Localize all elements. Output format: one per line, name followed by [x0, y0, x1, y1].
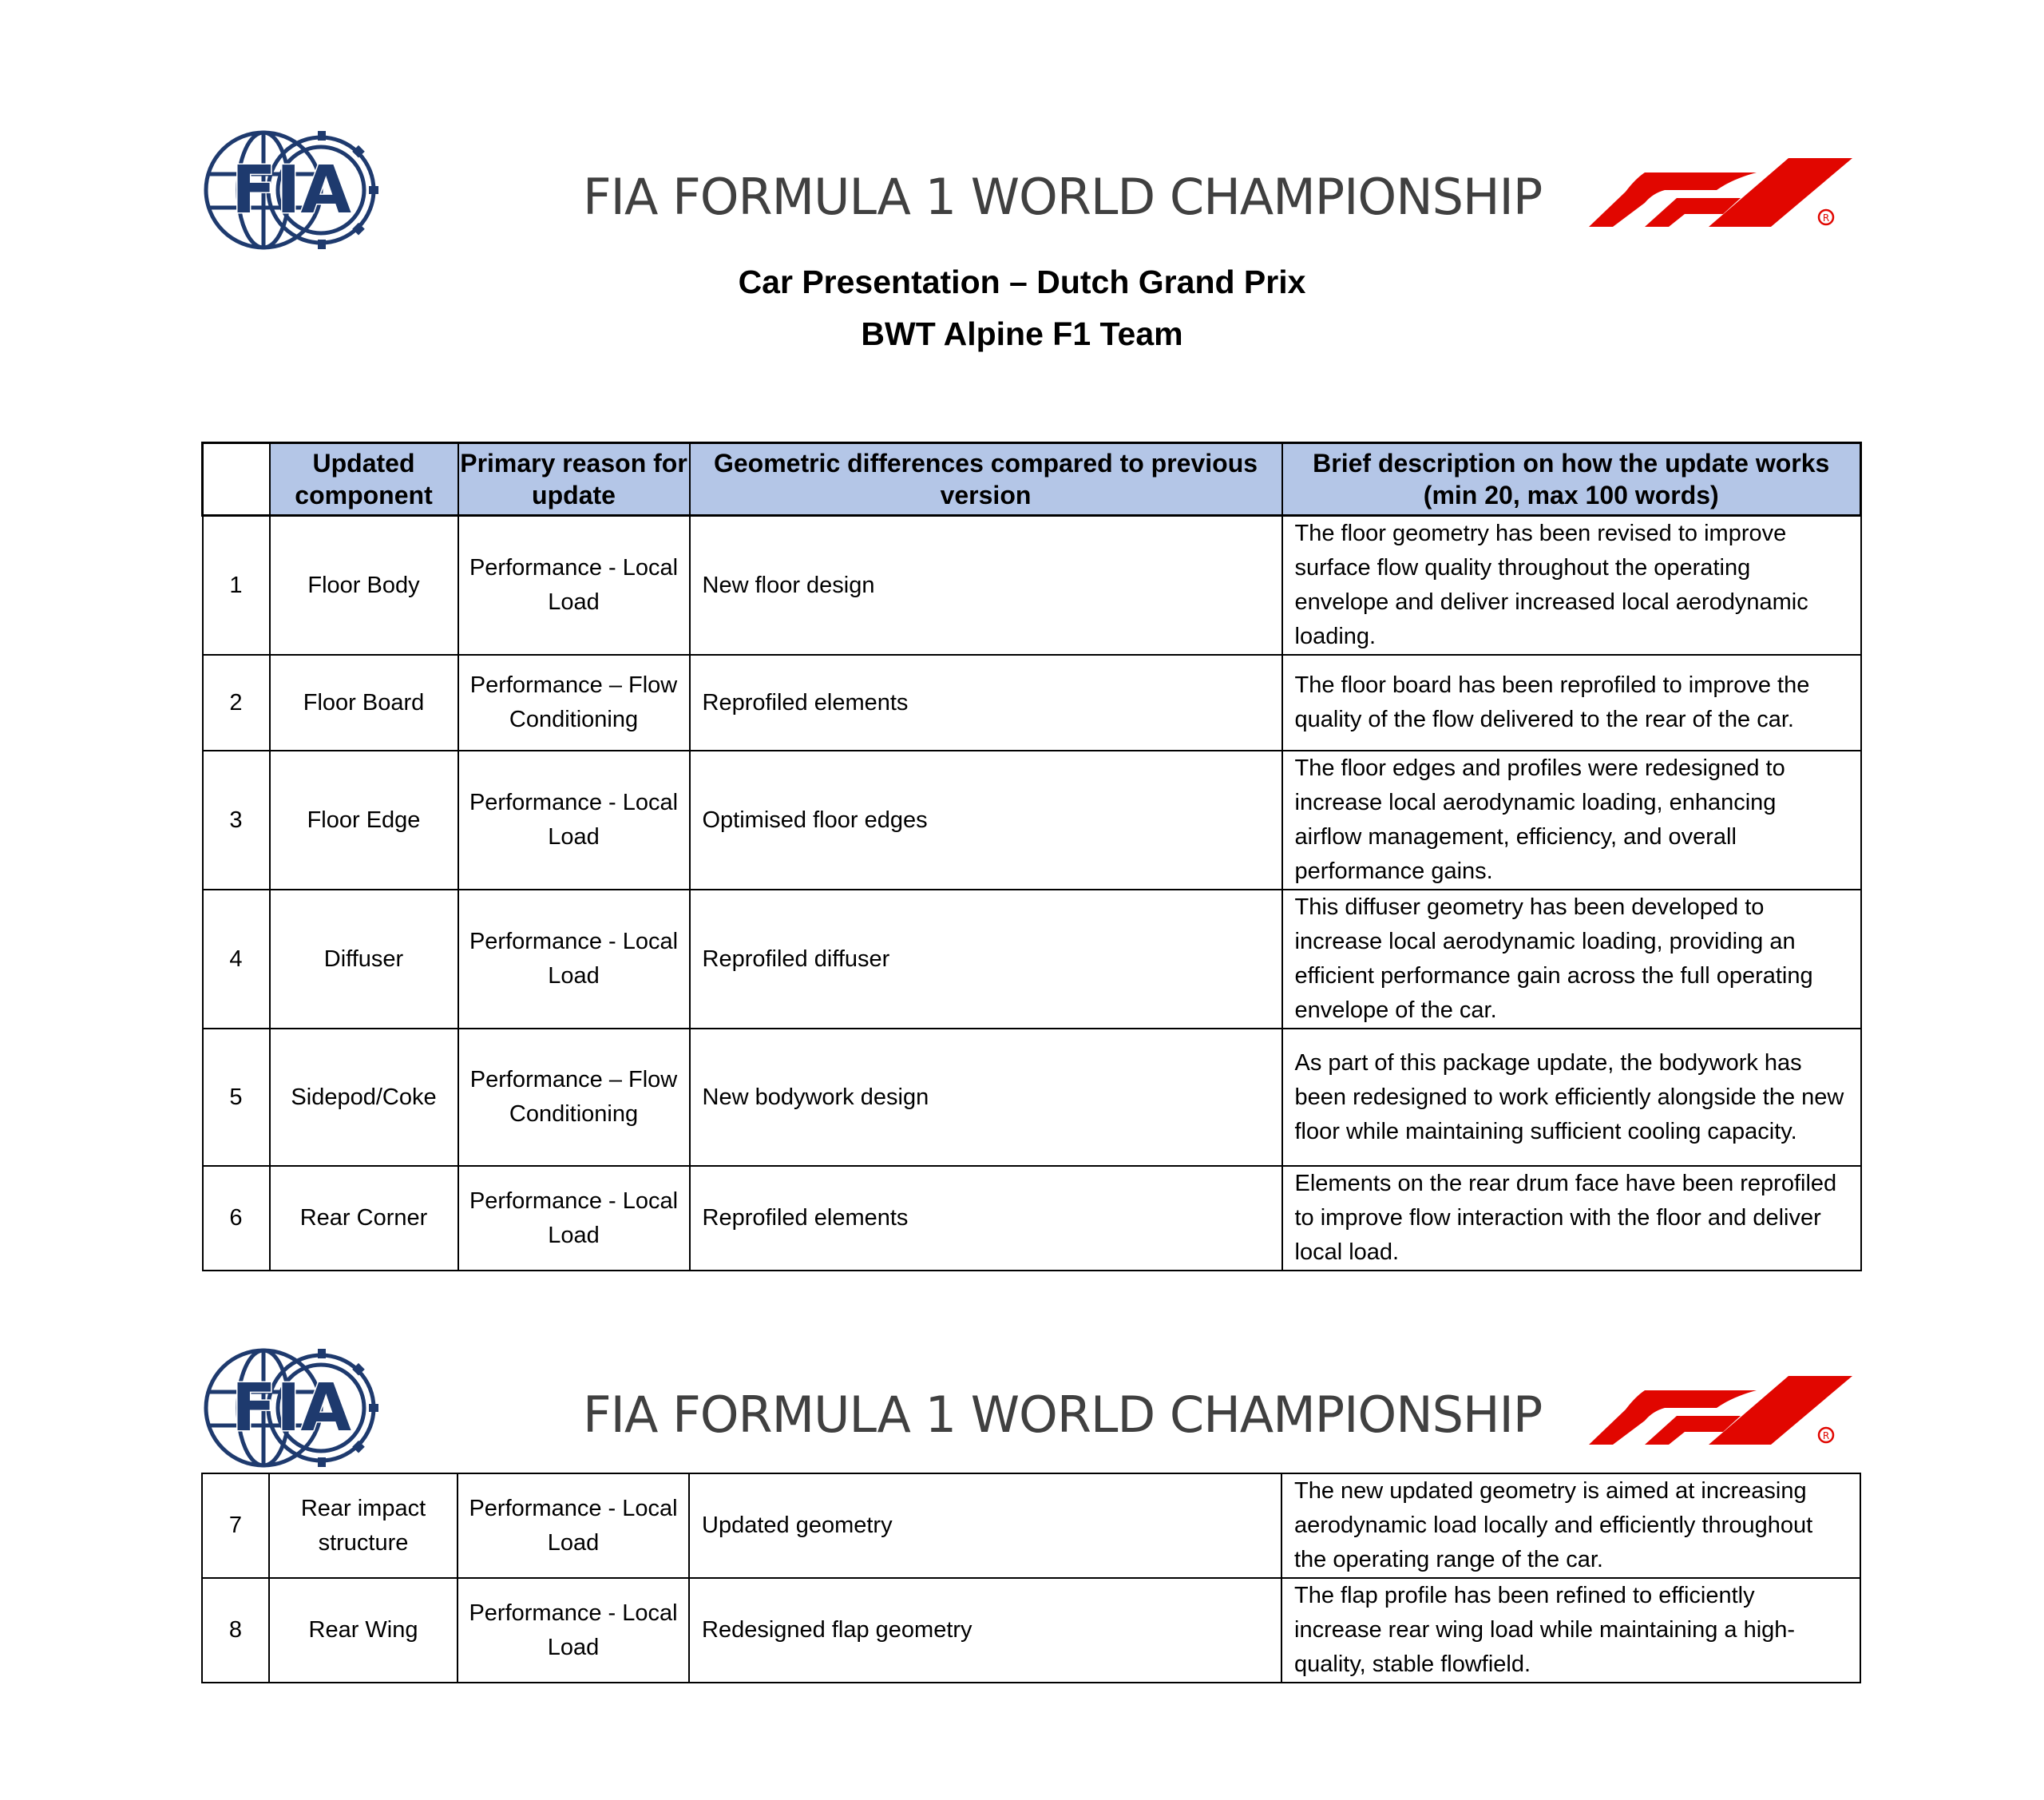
row-description: Elements on the rear drum face have been reprofiled to improve flow interaction with the floor and deliver local load. [1282, 1166, 1861, 1271]
row-reason: Performance - Local Load [458, 516, 690, 656]
row-number: 5 [203, 1029, 270, 1166]
fia-logo [200, 126, 383, 254]
updates-table [201, 442, 1862, 1271]
row-geometry: Reprofiled elements [690, 1166, 1282, 1271]
row-number: 7 [202, 1473, 269, 1578]
row-description: This diffuser geometry has been developed to increase local aerodynamic loading, providing an efficient performance gain across the full operating envelope of the car. [1282, 890, 1861, 1029]
table-row [202, 1578, 1860, 1683]
row-description: The floor edges and profiles were redesigned to increase local aerodynamic loading, enhancing airflow management, efficiency, and overall performance gains. [1282, 751, 1861, 890]
fia-logo [200, 1344, 383, 1472]
table-row [202, 1473, 1860, 1578]
row-number: 3 [203, 751, 270, 890]
row-component: Rear Corner [270, 1166, 458, 1271]
document-title: Car Presentation – Dutch Grand Prix [738, 264, 1306, 300]
row-description: As part of this package update, the bodywork has been redesigned to work efficiently alongside the new floor while maintaining sufficient cooling capacity. [1282, 1029, 1861, 1166]
row-reason: Performance – Flow Conditioning [458, 1029, 690, 1166]
championship-title: FIA FORMULA 1 WORLD CHAMPIONSHIP [583, 168, 1543, 226]
column-header-number [203, 443, 270, 516]
updates-table-continued [201, 1473, 1861, 1683]
svg-text:F1: F1 [1589, 1374, 1590, 1375]
row-geometry: Reprofiled elements [690, 655, 1282, 751]
row-number: 4 [203, 890, 270, 1029]
table-row [203, 890, 1861, 1029]
row-description: The floor geometry has been revised to improve surface flow quality throughout the operating envelope and deliver increased local aerodynamic loading. [1282, 516, 1861, 656]
row-component: Floor Edge [270, 751, 458, 890]
registered-icon: R [1822, 212, 1830, 224]
row-component: Floor Board [270, 655, 458, 751]
team-name: BWT Alpine F1 Team [861, 315, 1183, 352]
row-reason: Performance - Local Load [458, 1578, 689, 1683]
row-component: Sidepod/Coke [270, 1029, 458, 1166]
f1-logo [1589, 157, 1860, 236]
row-reason: Performance - Local Load [458, 1166, 690, 1271]
row-reason: Performance - Local Load [458, 1473, 689, 1578]
column-header-geometry: Geometric differences compared to previous version [690, 443, 1282, 516]
row-number: 8 [202, 1578, 269, 1683]
row-component: Diffuser [270, 890, 458, 1029]
column-header-component: Updated component [270, 443, 458, 516]
row-geometry: Reprofiled diffuser [690, 890, 1282, 1029]
table-row [203, 1166, 1861, 1271]
table-row [203, 751, 1861, 890]
row-component: Rear impact structure [269, 1473, 458, 1578]
table-header-row [203, 443, 1861, 516]
table-row [203, 655, 1861, 751]
row-component: Floor Body [270, 516, 458, 656]
row-reason: Performance – Flow Conditioning [458, 655, 690, 751]
row-description: The floor board has been reprofiled to improve the quality of the flow delivered to the rear of the car. [1282, 655, 1861, 751]
page-header-repeat [200, 1344, 1860, 1480]
row-number: 2 [203, 655, 270, 751]
row-number: 6 [203, 1166, 270, 1271]
f1-logo [1589, 1374, 1860, 1454]
row-geometry: Updated geometry [689, 1473, 1281, 1578]
column-header-description: Brief description on how the update works (min 20, max 100 words) [1282, 443, 1861, 516]
row-number: 1 [203, 516, 270, 656]
registered-icon: R [1822, 1430, 1830, 1441]
row-description: The new updated geometry is aimed at increasing aerodynamic load locally and efficiently throughout the operating range of the car. [1281, 1473, 1860, 1578]
row-geometry: New floor design [690, 516, 1282, 656]
table-row [203, 516, 1861, 656]
column-header-reason: Primary reason for update [458, 443, 690, 516]
row-geometry: Redesigned flap geometry [689, 1578, 1281, 1683]
row-geometry: Optimised floor edges [690, 751, 1282, 890]
row-reason: Performance - Local Load [458, 890, 690, 1029]
svg-text:FIA: FIA [232, 1370, 351, 1446]
row-component: Rear Wing [269, 1578, 458, 1683]
page-header [200, 126, 1860, 262]
table-row [203, 1029, 1861, 1166]
row-geometry: New bodywork design [690, 1029, 1282, 1166]
championship-title: FIA FORMULA 1 WORLD CHAMPIONSHIP [583, 1386, 1543, 1444]
row-reason: Performance - Local Load [458, 751, 690, 890]
svg-text:FIA: FIA [232, 153, 351, 228]
row-description: The flap profile has been refined to efficiently increase rear wing load while maintaining a high-quality, stable flowfield. [1281, 1578, 1860, 1683]
